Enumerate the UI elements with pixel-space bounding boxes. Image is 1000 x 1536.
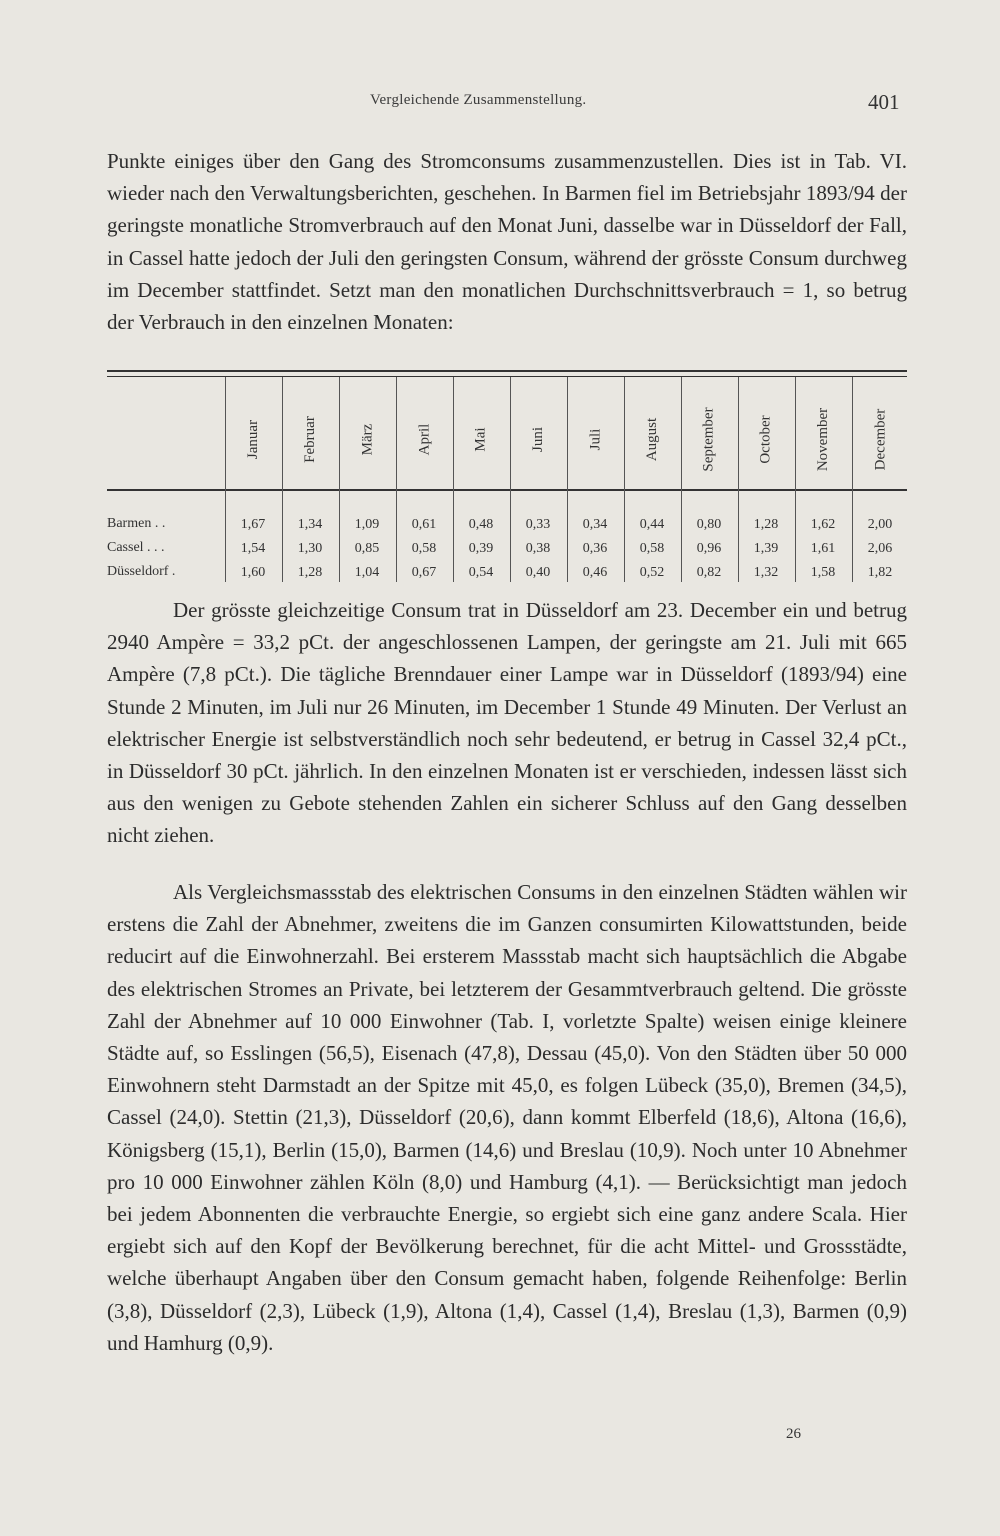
row-label-duesseldorf: Düsseldorf . xyxy=(107,564,176,579)
table-cell: 1,60 xyxy=(240,565,266,580)
consumption-table xyxy=(107,377,907,587)
table-cell: 1,61 xyxy=(810,541,836,556)
table-cell: 0,67 xyxy=(411,565,437,580)
table-cell: 0,58 xyxy=(411,541,437,556)
month-header-februar: Februar xyxy=(302,415,318,463)
paragraph-intro: Punkte einiges über den Gang des Stromconsums zusammenzustellen. Dies ist in Tab. VI. wieder nach den Verwaltungsberichten, geschehen. In Barmen fiel im Betriebsjahr 1893/94 der geringste monatliche Stromverbrauch auf den Monat Juni, dasselbe war in Düsseldorf der Fall, in Cassel hatte jedoch der Juli den geringsten Consum, während der grösste Consum durchweg im December stattfindet. Setzt man den monatlichen Durchschnittsverbrauch = 1, so betrug der Verbrauch in den einzelnen Monaten: xyxy=(107,149,907,335)
table-cell: 0,44 xyxy=(639,517,665,532)
table-cell: 0,96 xyxy=(696,541,722,556)
row-label-barmen: Barmen . . xyxy=(107,516,166,531)
table-cell: 1,28 xyxy=(753,517,779,532)
month-header-juni: Juni xyxy=(529,426,546,452)
signature-mark: 26 xyxy=(786,1426,801,1442)
month-header-januar: Januar xyxy=(245,419,261,459)
paragraph-comparison: Als Vergleichsmassstab des elektrischen Consums in den einzelnen Städten wählen wir erstens die Zahl der Abnehmer, zweitens die im Ganzen consumirten Kilowattstunden, beide reducirt auf die Einwohnerzahl. Bei ersterem Massstab macht sich hauptsächlich die Abgabe des elektrischen Stromes an Private, bei letzterem der Gesammtverbrauch geltend. Die grösste Zahl der Abnehmer auf 10 000 Einwohner (Tab. I, vorletzte Spalte) weisen einige kleinere Städte auf, so Esslingen (56,5), Eisenach (47,8), Dessau (45,0). Von den Städten über 50 000 Einwohnern steht Darmstadt an der Spitze mit 45,0, es folgen Lübeck (35,0), Bremen (34,5), Cassel (24,0). Stettin (21,3), Düsseldorf (20,6), dann kommt Elberfeld (18,6), Altona (16,6), Königsberg (15,1), Berlin (15,0), Barmen (14,6) und Breslau (10,9). Noch unter 10 Abnehmer pro 10 000 Einwohner zählen Köln (8,0) und Hamburg (4,1). — Berücksichtigt man jedoch bei jedem Abonnenten die verbrauchte Energie, so ergiebt sich eine ganz andere Scala. Hier ergiebt sich auf den Kopf der Bevölkerung berechnet, für die acht Mittel- und Grossstädte, welche überhaupt Angaben über den Consum gemacht haben, folgende Reihenfolge: Berlin (3,8), Düsseldorf (2,3), Lübeck (1,9), Altona (1,4), Cassel (1,4), Breslau (1,3), Barmen (0,9) und Hamhurg (0,9). xyxy=(107,880,907,1355)
table-cell: 0,38 xyxy=(525,541,551,556)
table-cell: 1,34 xyxy=(297,517,323,532)
page-number: 401 xyxy=(868,90,900,114)
month-header-april: April xyxy=(415,423,432,455)
table-cell: 1,62 xyxy=(810,517,836,532)
table-cell: 1,09 xyxy=(354,517,380,532)
table-cell: 0,34 xyxy=(582,517,608,532)
table-cell: 0,33 xyxy=(525,517,551,532)
running-title: Vergleichende Zusammenstellung. xyxy=(370,92,587,108)
table-cell: 1,39 xyxy=(753,541,779,556)
month-header-december: December xyxy=(872,408,889,470)
table-cell: 0,46 xyxy=(582,565,608,580)
table-cell: 0,54 xyxy=(468,565,494,580)
row-label-cassel: Cassel . . . xyxy=(107,540,165,555)
table-cell: 0,82 xyxy=(696,565,722,580)
table-cell: 0,40 xyxy=(525,565,551,580)
month-header-mai: Mai xyxy=(472,426,489,452)
table-cell: 2,06 xyxy=(867,541,893,556)
table-cell: 0,61 xyxy=(411,517,437,532)
table-cell: 0,85 xyxy=(354,541,380,556)
table-cell: 0,36 xyxy=(582,541,608,556)
table-cell: 0,52 xyxy=(639,565,665,580)
month-header-september: September xyxy=(701,406,717,472)
table-cell: 1,82 xyxy=(867,565,893,580)
paragraph-peak-consumption: Der grösste gleichzeitige Consum trat in Düsseldorf am 23. December ein und betrug 2940 Ampère = 33,2 pCt. der angeschlossenen Lampen, der geringste am 21. Juli mit 665 Ampère (7,8 pCt.). Die tägliche Brenndauer einer Lampe war in Düsseldorf (1893/94) eine Stunde 2 Minuten, im Juli nur 26 Minuten, im December 1 Stunde 49 Minuten. Der Verlust an elektrischer Energie ist selbstverständlich noch sehr bedeutend, er betrug in Cassel 32,4 pCt., in Düsseldorf 30 pCt. jährlich. In den einzelnen Monaten ist er verschieden, indessen lässt sich aus den wenigen zu Gebote stehenden Zahlen ein sicherer Schluss auf den Gang desselben nicht ziehen. xyxy=(107,598,907,848)
table-cell: 0,80 xyxy=(696,517,722,532)
month-header-juli: Juli xyxy=(587,428,603,450)
month-header-august: August xyxy=(644,417,660,461)
table-cell: 1,28 xyxy=(297,565,323,580)
table-cell: 1,54 xyxy=(240,541,266,556)
table-cell: 1,30 xyxy=(297,541,323,556)
table-cell: 2,00 xyxy=(867,517,893,532)
month-header-november: November xyxy=(815,407,831,471)
table-top-rule xyxy=(107,370,907,377)
table-cell: 0,39 xyxy=(468,541,494,556)
table-cell: 1,58 xyxy=(810,565,836,580)
month-header-maerz: März xyxy=(359,423,375,455)
table-cell: 1,04 xyxy=(354,565,380,580)
table-cell: 0,58 xyxy=(639,541,665,556)
month-header-october: October xyxy=(758,414,774,464)
table-cell: 1,32 xyxy=(753,565,779,580)
table-cell: 1,67 xyxy=(240,517,266,532)
table-cell: 0,48 xyxy=(468,517,494,532)
